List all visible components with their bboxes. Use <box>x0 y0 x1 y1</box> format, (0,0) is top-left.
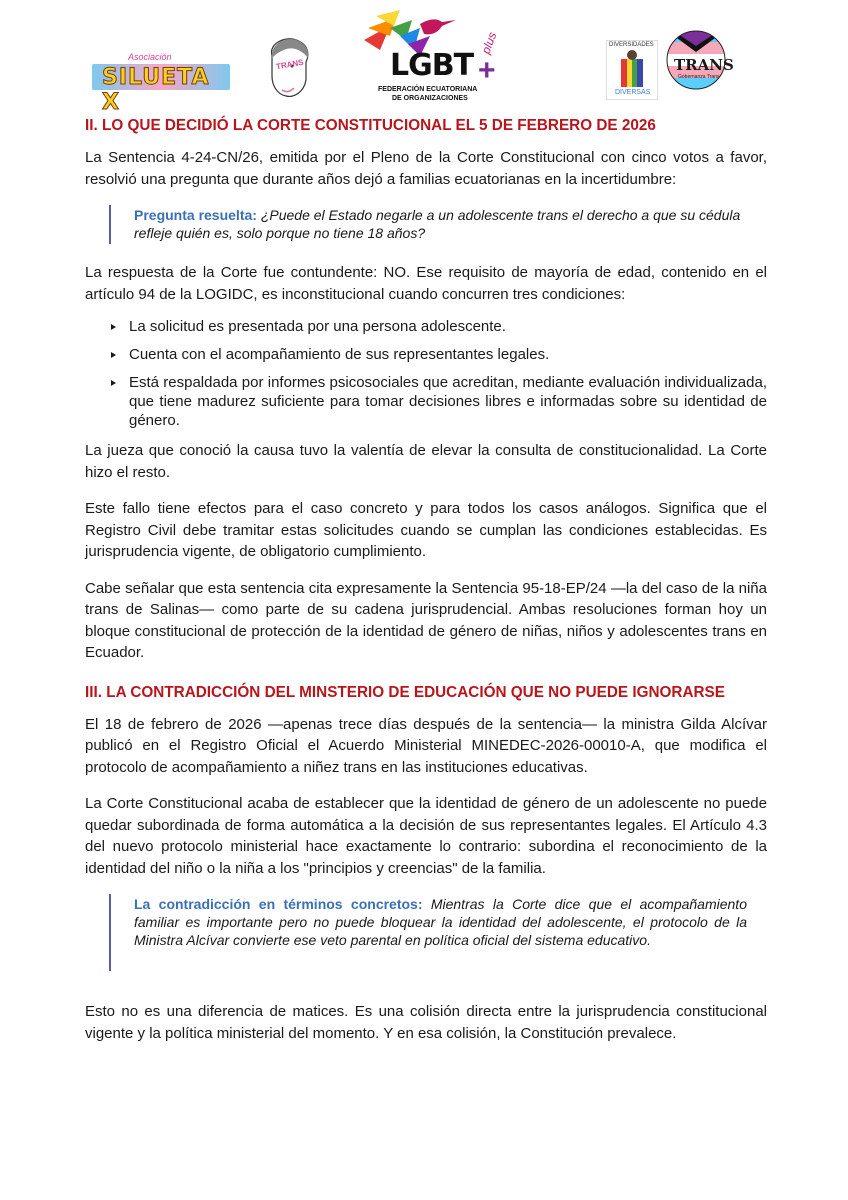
lgbt-plus-logo <box>360 6 512 106</box>
callout-lead: Pregunta resuelta: <box>134 207 257 223</box>
contradiction-callout <box>109 894 767 971</box>
document-body <box>85 115 767 1059</box>
silueta-asoc-text: Asociación <box>128 52 172 62</box>
list-item: La solicitud es presentada por una persona adolescente. <box>111 317 767 336</box>
section-2-paragraph-4: Este fallo tiene efectos para el caso concreto y para todos los casos análogos. Significa que el Registro Civil debe tramitar estas solicitudes cuando se cumplan las condiciones establecidas. Es jurisprudencia vigente, de obligatorio cumplimiento. <box>85 500 767 560</box>
silueta-x-logo <box>92 52 232 115</box>
section-2-paragraph-2: La respuesta de la Corte fue contundente: NO. Ese requisito de mayoría de edad, contenido en el artículo 94 de la LOGIDC, es inconstitucional cuando concurren tres condiciones: <box>85 264 767 303</box>
conditions-list <box>85 317 767 430</box>
lgbt-wordmark: LGBT <box>390 48 474 83</box>
trans-circle-subtitle: Gobernanza Trans <box>678 74 720 80</box>
section-2-paragraph-5: Cabe señalar que esta sentencia cita expresamente la Sentencia 95-18-EP/24 —la del caso de la niña trans de Salinas— como parte de su cadena jurisprudencial. Ambas resoluciones forman hoy un bloque constitucional de protección de la identidad de género de niñas, niños y adolescentes trans en Ecuador. <box>85 579 767 661</box>
section-2-paragraph-1: La Sentencia 4-24-CN/26, emitida por el Pleno de la Corte Constitucional con cinco votos a favor, resolvió una pregunta que durante años dejó a familias ecuatorianas en la incertidumbre: <box>85 149 767 188</box>
silueta-name-text: SILUETA X <box>102 65 210 115</box>
trans-face-logo <box>262 36 314 102</box>
section-3-paragraph-3: Esto no es una diferencia de matices. Es una colisión directa entre la jurisprudencia constitucional vigente y la política ministerial del momento. Y en esa colisión, la Constitución prevalece. <box>85 1003 767 1042</box>
callout-text: Mientras la Corte dice que el acompañamiento familiar es importante pero no puede bloquear la identidad del adolescente, el protocolo de la Ministra Alcívar convierte ese veto parental en política oficial del sistema educativo. <box>134 896 747 948</box>
trans-circle-logo <box>666 30 734 90</box>
face-logo-text: TRANS <box>275 57 305 72</box>
section-3-paragraph-2: La Corte Constitucional acaba de establecer que la identidad de género de un adolescente no puede quedar subordinada de forma automática a la decisión de sus representantes legales. El Artículo 4.3 del nuevo protocolo ministerial hace exactamente lo contrario: subordina el reconocimiento de la identidad del niño o la niña a los "principios y creencias" de la familia. <box>85 795 767 877</box>
header-logos <box>0 0 848 115</box>
diversidades-logo <box>606 40 658 100</box>
callout-text: ¿Puede el Estado negarle a un adolescente trans el derecho a que su cédula refleje quién es, solo porque no tiene 18 años? <box>134 207 741 241</box>
resolved-question-callout <box>109 205 767 244</box>
plus-icon: + <box>478 54 496 87</box>
trans-circle-label: TRANS <box>674 56 734 74</box>
diversidades-top-text: DIVERSIDADES <box>609 42 654 48</box>
federation-line-2: DE ORGANIZACIONES <box>392 95 468 102</box>
section-2-heading: II. LO QUE DECIDIÓ LA CORTE CONSTITUCIONAL EL 5 DE FEBRERO DE 2026 <box>85 117 656 134</box>
callout-lead: La contradicción en términos concretos: <box>134 896 423 912</box>
diversidades-bottom-text: DIVERSAS <box>615 89 651 96</box>
section-3-heading: III. LA CONTRADICCIÓN DEL MINSTERIO DE EDUCACIÓN QUE NO PUEDE IGNORARSE <box>85 683 725 701</box>
section-2-paragraph-3: La jueza que conoció la causa tuvo la valentía de elevar la consulta de constitucionalidad. La Corte hizo el resto. <box>85 442 767 481</box>
federation-line-1: FEDERACIÓN ECUATORIANA <box>378 86 478 93</box>
lgbt-plus-word: plus <box>478 30 500 56</box>
list-item: Está respaldada por informes psicosociales que acreditan, mediante evaluación individualizada, que tiene madurez suficiente para tomar decisiones libres e informadas sobre su identidad de género. <box>111 373 767 430</box>
list-item: Cuenta con el acompañamiento de sus representantes legales. <box>111 345 767 364</box>
rainbow-figure-icon <box>607 49 657 89</box>
section-3-paragraph-1: El 18 de febrero de 2026 —apenas trece días después de la sentencia— la ministra Gilda Alcívar publicó en el Registro Oficial el Acuerdo Ministerial MINEDEC-2026-00010-A, que modifica el protocolo de acompañamiento a niñez trans en las instituciones educativas. <box>85 715 767 776</box>
